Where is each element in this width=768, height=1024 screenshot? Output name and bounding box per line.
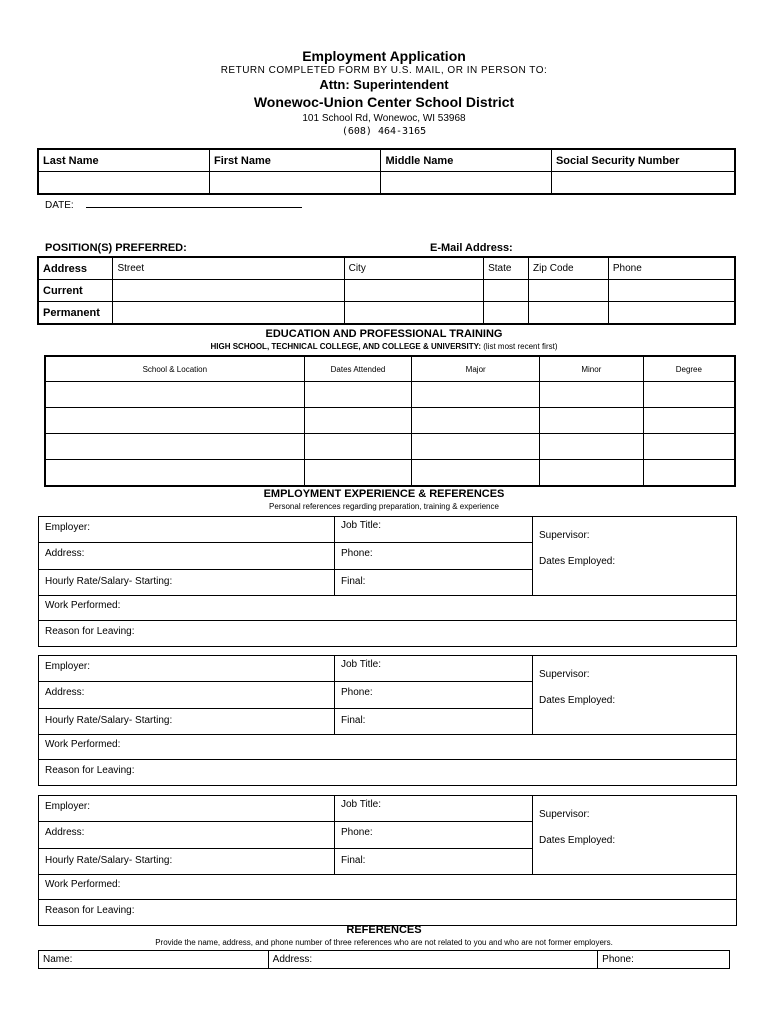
education-cell[interactable] [643,434,735,460]
education-row [45,460,735,487]
employer-phone-label: Phone: [341,687,373,698]
starting-rate-field[interactable] [39,709,335,735]
education-cell[interactable] [412,408,540,434]
education-cell[interactable] [539,408,643,434]
final-rate-label: Final: [341,855,366,866]
permanent-city-field[interactable] [344,302,484,325]
district-phone: (608) 464-3165 [341,126,427,137]
education-title: EDUCATION AND PROFESSIONAL TRAINING [265,328,503,340]
reason-leaving-field[interactable] [39,900,736,925]
education-cell[interactable] [412,460,540,487]
dates-employed-label: Dates Employed: [539,556,616,567]
address-header: Address [38,257,113,280]
work-performed-field[interactable] [39,596,736,621]
education-row [45,382,735,408]
work-performed-label: Work Performed: [45,600,121,611]
starting-rate-field[interactable] [39,570,335,596]
final-rate-label: Final: [341,576,366,587]
employer-label: Employer: [45,522,91,533]
dates-employed-label: Dates Employed: [539,695,616,706]
permanent-state-field[interactable] [484,302,529,325]
education-cell[interactable] [643,382,735,408]
education-cell[interactable] [643,460,735,487]
work-performed-field[interactable] [39,735,736,760]
education-cell[interactable] [304,434,412,460]
supervisor-label: Supervisor: [539,530,590,541]
employer-field[interactable] [39,796,335,822]
education-row [45,434,735,460]
employment-title: EMPLOYMENT EXPERIENCE & REFERENCES [263,488,505,500]
reference-name-field[interactable]: Name: [39,951,269,969]
district-name: Wonewoc-Union Center School District [253,94,515,110]
job-title-field[interactable] [335,656,533,682]
education-cell[interactable] [539,434,643,460]
education-note: (list most recent first) [483,342,558,351]
school-location-header: School & Location [45,356,304,382]
permanent-street-field[interactable] [113,302,344,325]
education-cell[interactable] [45,382,304,408]
dates-employed-field[interactable] [533,682,736,735]
reason-leaving-label: Reason for Leaving: [45,905,135,916]
final-rate-field[interactable] [335,709,533,735]
first-name-header: First Name [209,149,380,172]
state-header: State [484,257,529,280]
work-performed-field[interactable] [39,875,736,900]
employment-block [38,516,737,647]
education-cell[interactable] [45,408,304,434]
references-title: REFERENCES [346,924,422,936]
education-row [45,408,735,434]
middle-name-header: Middle Name [381,149,552,172]
education-cell[interactable] [304,460,412,487]
attention-line: Attn: Superintendent [319,77,449,92]
employer-address-field[interactable] [39,822,335,849]
employer-phone-field[interactable] [335,543,533,570]
references-table [38,950,730,969]
address-table [37,256,736,325]
form-title: Employment Application [302,48,466,64]
dates-employed-field[interactable] [533,822,736,875]
current-city-field[interactable] [344,280,484,302]
employer-label: Employer: [45,661,91,672]
education-subtitle [0,342,768,351]
minor-header: Minor [539,356,643,382]
date-row [45,198,302,211]
education-cell[interactable] [539,460,643,487]
reference-address-field[interactable]: Address: [268,951,598,969]
form-header [0,48,768,138]
starting-rate-label: Hourly Rate/Salary- Starting: [45,715,173,726]
education-cell[interactable] [643,408,735,434]
current-address-label: Current [38,280,113,302]
current-zip-field[interactable] [529,280,609,302]
current-phone-field[interactable] [608,280,735,302]
reference-phone-field[interactable]: Phone: [598,951,730,969]
ssn-header: Social Security Number [551,149,735,172]
permanent-zip-field[interactable] [529,302,609,325]
employer-field[interactable] [39,656,335,682]
middle-name-field[interactable] [381,172,552,195]
ssn-field[interactable] [551,172,735,195]
current-state-field[interactable] [484,280,529,302]
final-rate-label: Final: [341,715,366,726]
permanent-address-label: Permanent [38,302,113,325]
city-header: City [344,257,484,280]
starting-rate-label: Hourly Rate/Salary- Starting: [45,576,173,587]
supervisor-label: Supervisor: [539,809,590,820]
supervisor-field[interactable] [533,656,736,682]
final-rate-field[interactable] [335,570,533,596]
job-title-label: Job Title: [341,520,382,531]
job-title-label: Job Title: [341,659,382,670]
return-instructions: RETURN COMPLETED FORM BY U.S. MAIL, OR IN PERSON TO: [220,65,548,76]
permanent-phone-field[interactable] [608,302,735,325]
starting-rate-field[interactable] [39,849,335,875]
applicant-name-table [37,148,736,195]
dates-attended-header: Dates Attended [304,356,412,382]
education-table [44,355,736,487]
date-label: DATE: [45,200,74,211]
education-cell[interactable] [412,434,540,460]
reason-leaving-label: Reason for Leaving: [45,626,135,637]
last-name-header: Last Name [38,149,209,172]
employment-block [38,655,737,786]
employer-phone-field[interactable] [335,822,533,849]
current-street-field[interactable] [113,280,344,302]
employer-field[interactable] [39,517,335,543]
education-cell[interactable] [539,382,643,408]
employer-address-field[interactable] [39,543,335,570]
work-performed-label: Work Performed: [45,879,121,890]
education-cell[interactable] [45,434,304,460]
phone-header: Phone [608,257,735,280]
major-header: Major [412,356,540,382]
street-header: Street [113,257,344,280]
job-title-field[interactable] [335,517,533,543]
employer-label: Employer: [45,801,91,812]
employer-phone-label: Phone: [341,548,373,559]
supervisor-field[interactable] [533,517,736,543]
reason-leaving-field[interactable] [39,621,736,646]
reason-leaving-label: Reason for Leaving: [45,765,135,776]
district-address: 101 School Rd, Wonewoc, WI 53968 [302,113,466,124]
employer-phone-field[interactable] [335,682,533,709]
employer-address-label: Address: [45,827,85,838]
employer-address-field[interactable] [39,682,335,709]
employment-block [38,795,737,926]
employer-address-label: Address: [45,548,85,559]
work-performed-label: Work Performed: [45,739,121,750]
education-cell[interactable] [304,408,412,434]
starting-rate-label: Hourly Rate/Salary- Starting: [45,855,173,866]
supervisor-label: Supervisor: [539,669,590,680]
reason-leaving-field[interactable] [39,760,736,785]
references-subtitle: Provide the name, address, and phone number of three references who are not related to you and who are not former employers. [155,938,613,947]
date-field[interactable] [86,198,302,208]
degree-header: Degree [643,356,735,382]
education-cell[interactable] [304,382,412,408]
final-rate-field[interactable] [335,849,533,875]
zip-code-header: Zip Code [529,257,609,280]
education-cell[interactable] [45,460,304,487]
dates-employed-label: Dates Employed: [539,835,616,846]
education-cell[interactable] [412,382,540,408]
education-subtitle-text: HIGH SCHOOL, TECHNICAL COLLEGE, AND COLLEGE & UNIVERSITY: [210,342,482,351]
employer-phone-label: Phone: [341,827,373,838]
employment-subtitle: Personal references regarding preparation, training & experience [269,502,499,511]
job-title-field[interactable] [335,796,533,822]
job-title-label: Job Title: [341,799,382,810]
last-name-field[interactable] [38,172,209,195]
employer-address-label: Address: [45,687,85,698]
dates-employed-field[interactable] [533,543,736,596]
first-name-field[interactable] [209,172,380,195]
position-preferred-label: POSITION(S) PREFERRED: [45,242,187,254]
email-address-label: E-Mail Address: [430,242,513,254]
supervisor-field[interactable] [533,796,736,822]
